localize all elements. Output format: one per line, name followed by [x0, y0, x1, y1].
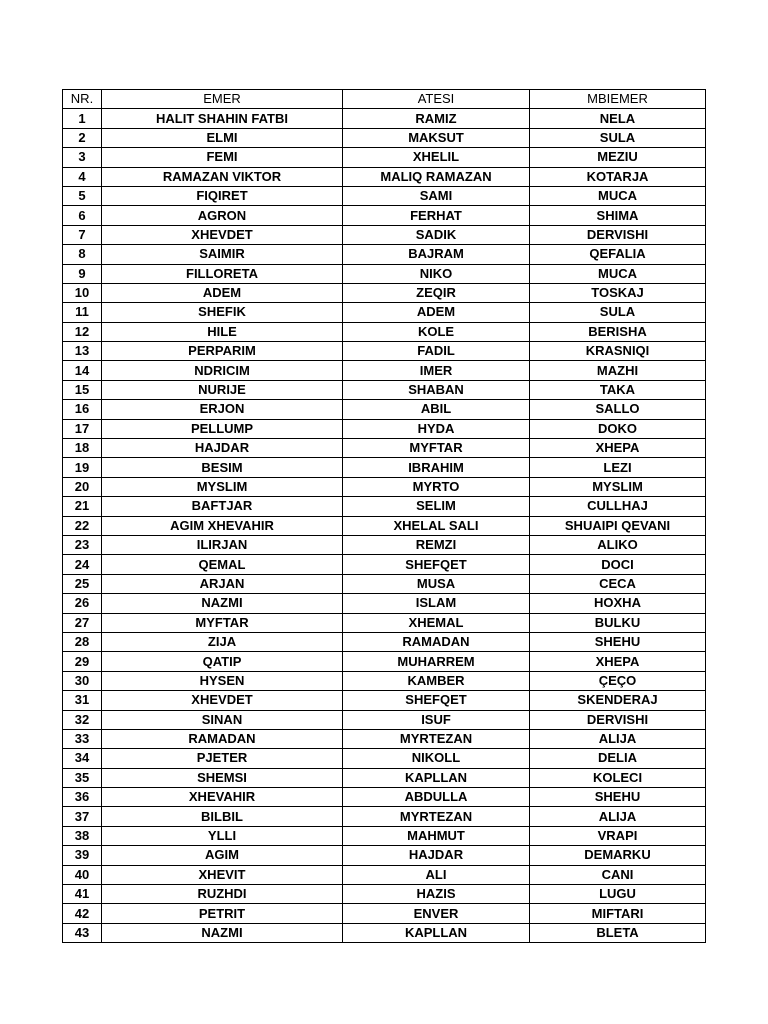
cell-nr: 4 [63, 167, 102, 186]
cell-nr: 15 [63, 380, 102, 399]
cell-mbiemer: KOLECI [530, 768, 706, 787]
table-row [63, 613, 706, 632]
table-row [63, 885, 706, 904]
cell-mbiemer: CANI [530, 865, 706, 884]
cell-nr: 42 [63, 904, 102, 923]
cell-nr: 32 [63, 710, 102, 729]
cell-nr: 16 [63, 400, 102, 419]
cell-mbiemer: SULA [530, 128, 706, 147]
cell-atesi: RAMIZ [343, 109, 530, 128]
cell-atesi: ABDULLA [343, 788, 530, 807]
cell-emer: FEMI [102, 148, 343, 167]
cell-nr: 23 [63, 535, 102, 554]
table-row [63, 691, 706, 710]
cell-emer: NAZMI [102, 923, 343, 942]
cell-atesi: SHEFQET [343, 691, 530, 710]
table-row [63, 497, 706, 516]
cell-atesi: XHELIL [343, 148, 530, 167]
table-row [63, 632, 706, 651]
cell-atesi: MYFTAR [343, 439, 530, 458]
cell-atesi: MALIQ RAMAZAN [343, 167, 530, 186]
cell-mbiemer: MYSLIM [530, 477, 706, 496]
cell-emer: YLLI [102, 826, 343, 845]
cell-atesi: SELIM [343, 497, 530, 516]
cell-nr: 11 [63, 303, 102, 322]
cell-atesi: MUHARREM [343, 652, 530, 671]
cell-atesi: KAMBER [343, 671, 530, 690]
cell-emer: PETRIT [102, 904, 343, 923]
cell-nr: 27 [63, 613, 102, 632]
cell-nr: 26 [63, 594, 102, 613]
table-row [63, 322, 706, 341]
table-row [63, 865, 706, 884]
cell-nr: 36 [63, 788, 102, 807]
cell-atesi: NIKOLL [343, 749, 530, 768]
table-row [63, 245, 706, 264]
cell-atesi: XHELAL SALI [343, 516, 530, 535]
cell-atesi: MAKSUT [343, 128, 530, 147]
cell-mbiemer: BERISHA [530, 322, 706, 341]
cell-atesi: ZEQIR [343, 283, 530, 302]
cell-atesi: NIKO [343, 264, 530, 283]
cell-atesi: MYRTEZAN [343, 729, 530, 748]
table-row [63, 400, 706, 419]
cell-mbiemer: DERVISHI [530, 225, 706, 244]
cell-atesi: RAMADAN [343, 632, 530, 651]
cell-nr: 28 [63, 632, 102, 651]
cell-atesi: HAJDAR [343, 846, 530, 865]
cell-atesi: SAMI [343, 186, 530, 205]
cell-nr: 33 [63, 729, 102, 748]
cell-nr: 8 [63, 245, 102, 264]
cell-emer: FILLORETA [102, 264, 343, 283]
table-row [63, 186, 706, 205]
table-row [63, 807, 706, 826]
cell-atesi: MYRTEZAN [343, 807, 530, 826]
table-row [63, 749, 706, 768]
header-mbiemer: MBIEMER [530, 90, 706, 109]
table-row [63, 846, 706, 865]
cell-nr: 5 [63, 186, 102, 205]
table-row [63, 206, 706, 225]
table-row [63, 225, 706, 244]
table-row [63, 361, 706, 380]
cell-mbiemer: SULA [530, 303, 706, 322]
cell-nr: 40 [63, 865, 102, 884]
cell-emer: ILIRJAN [102, 535, 343, 554]
table-row [63, 477, 706, 496]
cell-mbiemer: DERVISHI [530, 710, 706, 729]
table-row [63, 167, 706, 186]
cell-mbiemer: QEFALIA [530, 245, 706, 264]
cell-emer: MYFTAR [102, 613, 343, 632]
cell-atesi: MUSA [343, 574, 530, 593]
cell-nr: 43 [63, 923, 102, 942]
cell-mbiemer: KRASNIQI [530, 342, 706, 361]
table-row [63, 109, 706, 128]
cell-emer: RUZHDI [102, 885, 343, 904]
cell-mbiemer: MUCA [530, 264, 706, 283]
cell-emer: XHEVIT [102, 865, 343, 884]
cell-atesi: REMZI [343, 535, 530, 554]
cell-nr: 31 [63, 691, 102, 710]
cell-atesi: BAJRAM [343, 245, 530, 264]
table-row [63, 594, 706, 613]
cell-nr: 13 [63, 342, 102, 361]
cell-atesi: SHEFQET [343, 555, 530, 574]
cell-mbiemer: MAZHI [530, 361, 706, 380]
cell-mbiemer: HOXHA [530, 594, 706, 613]
cell-mbiemer: ÇEÇO [530, 671, 706, 690]
table-row [63, 264, 706, 283]
table-row [63, 128, 706, 147]
cell-nr: 38 [63, 826, 102, 845]
cell-emer: XHEVDET [102, 691, 343, 710]
cell-mbiemer: VRAPI [530, 826, 706, 845]
cell-mbiemer: TOSKAJ [530, 283, 706, 302]
cell-atesi: SHABAN [343, 380, 530, 399]
cell-emer: NDRICIM [102, 361, 343, 380]
cell-nr: 3 [63, 148, 102, 167]
table-row [63, 710, 706, 729]
cell-emer: ZIJA [102, 632, 343, 651]
cell-emer: AGRON [102, 206, 343, 225]
cell-nr: 25 [63, 574, 102, 593]
cell-emer: PELLUMP [102, 419, 343, 438]
cell-nr: 30 [63, 671, 102, 690]
cell-mbiemer: ALIJA [530, 729, 706, 748]
cell-mbiemer: DELIA [530, 749, 706, 768]
cell-emer: BILBIL [102, 807, 343, 826]
cell-emer: AGIM XHEVAHIR [102, 516, 343, 535]
table-row [63, 768, 706, 787]
table-row [63, 555, 706, 574]
cell-mbiemer: NELA [530, 109, 706, 128]
cell-nr: 39 [63, 846, 102, 865]
cell-atesi: KOLE [343, 322, 530, 341]
cell-mbiemer: MUCA [530, 186, 706, 205]
table-row [63, 148, 706, 167]
cell-emer: SHEFIK [102, 303, 343, 322]
cell-atesi: SADIK [343, 225, 530, 244]
cell-emer: XHEVDET [102, 225, 343, 244]
cell-atesi: MAHMUT [343, 826, 530, 845]
cell-emer: NAZMI [102, 594, 343, 613]
cell-mbiemer: SHIMA [530, 206, 706, 225]
cell-atesi: HAZIS [343, 885, 530, 904]
table-row [63, 923, 706, 942]
header-atesi: ATESI [343, 90, 530, 109]
cell-atesi: ABIL [343, 400, 530, 419]
cell-mbiemer: LUGU [530, 885, 706, 904]
cell-mbiemer: BLETA [530, 923, 706, 942]
table-row [63, 439, 706, 458]
cell-atesi: XHEMAL [343, 613, 530, 632]
cell-emer: ERJON [102, 400, 343, 419]
table-row [63, 671, 706, 690]
cell-atesi: ALI [343, 865, 530, 884]
cell-emer: SHEMSI [102, 768, 343, 787]
cell-nr: 37 [63, 807, 102, 826]
cell-atesi: ADEM [343, 303, 530, 322]
cell-mbiemer: LEZI [530, 458, 706, 477]
cell-emer: HILE [102, 322, 343, 341]
cell-atesi: MYRTO [343, 477, 530, 496]
cell-nr: 22 [63, 516, 102, 535]
cell-emer: HAJDAR [102, 439, 343, 458]
cell-mbiemer: KOTARJA [530, 167, 706, 186]
table-row [63, 535, 706, 554]
cell-mbiemer: XHEPA [530, 652, 706, 671]
cell-nr: 20 [63, 477, 102, 496]
cell-emer: QEMAL [102, 555, 343, 574]
names-table [62, 89, 706, 943]
cell-mbiemer: MEZIU [530, 148, 706, 167]
cell-atesi: ENVER [343, 904, 530, 923]
cell-nr: 24 [63, 555, 102, 574]
cell-mbiemer: SHEHU [530, 788, 706, 807]
cell-nr: 18 [63, 439, 102, 458]
cell-nr: 21 [63, 497, 102, 516]
table-row [63, 574, 706, 593]
table-row [63, 516, 706, 535]
table-row [63, 904, 706, 923]
cell-atesi: ISUF [343, 710, 530, 729]
cell-atesi: IMER [343, 361, 530, 380]
cell-emer: ARJAN [102, 574, 343, 593]
cell-emer: BAFTJAR [102, 497, 343, 516]
cell-nr: 29 [63, 652, 102, 671]
table-row [63, 458, 706, 477]
cell-emer: XHEVAHIR [102, 788, 343, 807]
cell-nr: 17 [63, 419, 102, 438]
cell-atesi: FADIL [343, 342, 530, 361]
table-row [63, 788, 706, 807]
table-row [63, 380, 706, 399]
table-row [63, 652, 706, 671]
header-nr: NR. [63, 90, 102, 109]
cell-emer: BESIM [102, 458, 343, 477]
cell-emer: SINAN [102, 710, 343, 729]
table-row [63, 283, 706, 302]
cell-nr: 1 [63, 109, 102, 128]
table-row [63, 826, 706, 845]
cell-emer: NURIJE [102, 380, 343, 399]
cell-emer: ELMI [102, 128, 343, 147]
cell-atesi: IBRAHIM [343, 458, 530, 477]
cell-mbiemer: CULLHAJ [530, 497, 706, 516]
cell-mbiemer: ALIKO [530, 535, 706, 554]
cell-mbiemer: CECA [530, 574, 706, 593]
table-row [63, 729, 706, 748]
cell-mbiemer: SKENDERAJ [530, 691, 706, 710]
cell-nr: 12 [63, 322, 102, 341]
table-row [63, 419, 706, 438]
table-body [63, 109, 706, 943]
cell-mbiemer: XHEPA [530, 439, 706, 458]
cell-mbiemer: SALLO [530, 400, 706, 419]
cell-nr: 19 [63, 458, 102, 477]
cell-nr: 14 [63, 361, 102, 380]
cell-nr: 6 [63, 206, 102, 225]
cell-mbiemer: SHEHU [530, 632, 706, 651]
cell-emer: RAMAZAN VIKTOR [102, 167, 343, 186]
cell-mbiemer: BULKU [530, 613, 706, 632]
cell-emer: MYSLIM [102, 477, 343, 496]
cell-atesi: FERHAT [343, 206, 530, 225]
cell-atesi: HYDA [343, 419, 530, 438]
cell-emer: HALIT SHAHIN FATBI [102, 109, 343, 128]
table-row [63, 342, 706, 361]
cell-emer: HYSEN [102, 671, 343, 690]
cell-nr: 35 [63, 768, 102, 787]
cell-emer: PERPARIM [102, 342, 343, 361]
cell-emer: RAMADAN [102, 729, 343, 748]
table-header-row [63, 90, 706, 109]
cell-emer: SAIMIR [102, 245, 343, 264]
cell-emer: PJETER [102, 749, 343, 768]
cell-mbiemer: TAKA [530, 380, 706, 399]
cell-nr: 41 [63, 885, 102, 904]
cell-mbiemer: MIFTARI [530, 904, 706, 923]
cell-nr: 7 [63, 225, 102, 244]
cell-mbiemer: DEMARKU [530, 846, 706, 865]
cell-nr: 9 [63, 264, 102, 283]
cell-emer: QATIP [102, 652, 343, 671]
cell-nr: 2 [63, 128, 102, 147]
cell-emer: ADEM [102, 283, 343, 302]
table-row [63, 303, 706, 322]
cell-atesi: KAPLLAN [343, 768, 530, 787]
cell-mbiemer: DOCI [530, 555, 706, 574]
cell-emer: AGIM [102, 846, 343, 865]
cell-mbiemer: ALIJA [530, 807, 706, 826]
header-emer: EMER [102, 90, 343, 109]
cell-mbiemer: DOKO [530, 419, 706, 438]
cell-emer: FIQIRET [102, 186, 343, 205]
cell-atesi: ISLAM [343, 594, 530, 613]
cell-atesi: KAPLLAN [343, 923, 530, 942]
cell-nr: 34 [63, 749, 102, 768]
cell-nr: 10 [63, 283, 102, 302]
cell-mbiemer: SHUAIPI QEVANI [530, 516, 706, 535]
